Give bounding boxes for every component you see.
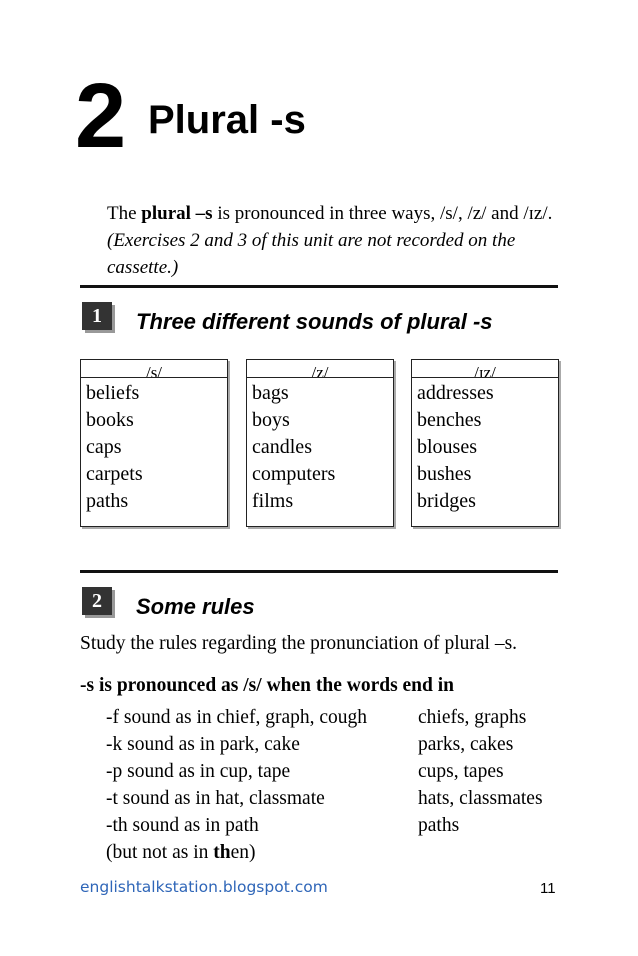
rule-examples: cups, tapes <box>418 761 504 782</box>
exception-post: en) <box>230 842 256 863</box>
rule-text: -p sound as in cup, tape <box>106 761 291 782</box>
rule-examples: parks, cakes <box>418 734 514 755</box>
word-item: addresses <box>417 382 494 404</box>
sound-box-head: /ɪz/ <box>412 360 558 378</box>
word-item: carpets <box>86 463 143 485</box>
rule-text: -f sound as in chief, graph, cough <box>106 707 368 728</box>
footer-link[interactable]: englishtalkstation.blogspot.com <box>80 878 328 896</box>
word-list <box>412 378 558 515</box>
sound-box-s <box>80 359 228 527</box>
word-item: caps <box>86 436 122 458</box>
word-item: blouses <box>417 436 477 458</box>
word-item: bags <box>252 382 289 404</box>
rule-examples: hats, classmates <box>418 788 543 809</box>
word-item: beliefs <box>86 382 140 404</box>
sound-box-head: /z/ <box>247 360 393 378</box>
word-list <box>247 378 393 515</box>
exception-bold: th <box>213 842 231 863</box>
sound-box-head: /s/ <box>81 360 227 378</box>
section-1-badge: 1 <box>82 302 112 330</box>
study-instruction: Study the rules regarding the pronunciation of plural –s. <box>80 633 518 654</box>
sound-box-iz <box>411 359 559 527</box>
section-divider <box>80 285 558 288</box>
rule-examples: chiefs, graphs <box>418 707 527 728</box>
word-item: computers <box>252 463 336 485</box>
word-list <box>81 378 227 515</box>
rule-examples: paths <box>418 815 460 836</box>
rule-text: -k sound as in park, cake <box>106 734 300 755</box>
rule-exception <box>106 839 256 866</box>
exception-pre: (but not as in <box>106 842 214 863</box>
word-item: candles <box>252 436 312 458</box>
sound-box-z <box>246 359 394 527</box>
word-item: films <box>252 490 294 512</box>
unit-title: Plural -s <box>148 98 306 142</box>
section-divider <box>80 570 558 573</box>
section-1-title: Three different sounds of plural -s <box>136 309 493 334</box>
section-2-title: Some rules <box>136 594 255 619</box>
section-2-badge: 2 <box>82 587 112 615</box>
intro-note: (Exercises 2 and 3 of this unit are not recorded on the cassette.) <box>107 230 516 278</box>
intro-bold-term: plural –s <box>141 203 213 224</box>
word-item: bushes <box>417 463 472 485</box>
rule-heading: -s is pronounced as /s/ when the words end in <box>80 675 455 696</box>
intro-paragraph <box>107 200 577 281</box>
word-item: benches <box>417 409 482 431</box>
word-item: boys <box>252 409 290 431</box>
word-item: bridges <box>417 490 476 512</box>
intro-text: The <box>107 203 142 224</box>
intro-text-2: is pronounced in three ways, /s/, /z/ and /ɪz/. <box>212 203 553 224</box>
word-item: books <box>86 409 134 431</box>
unit-number: 2 <box>75 65 127 167</box>
rule-text: -t sound as in hat, classmate <box>106 788 325 809</box>
word-item: paths <box>86 490 129 512</box>
page-number: 11 <box>540 880 556 897</box>
rule-text: -th sound as in path <box>106 815 259 836</box>
